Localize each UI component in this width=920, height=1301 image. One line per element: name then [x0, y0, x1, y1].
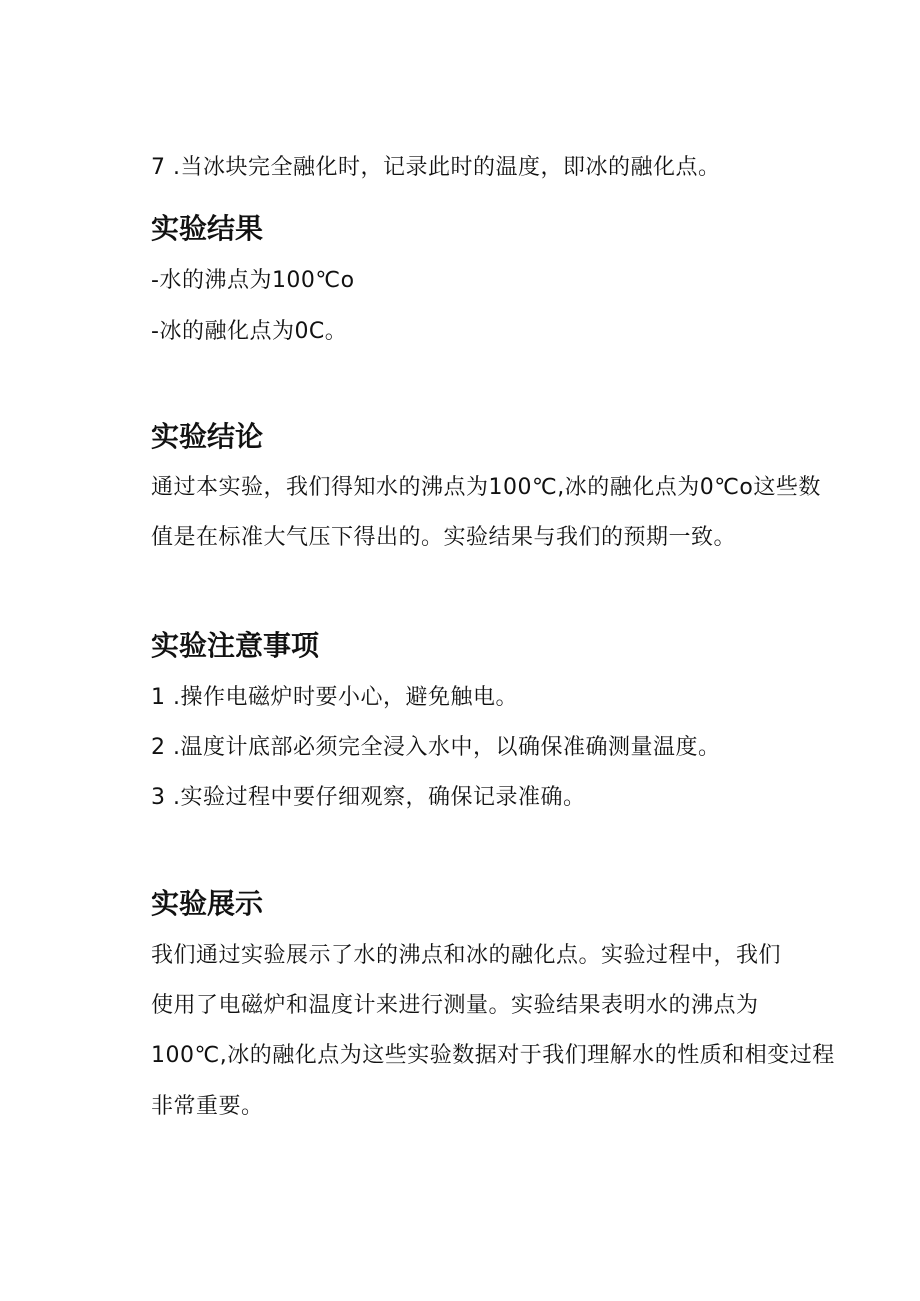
- demo-line-2: 使用了电磁炉和温度计来进行测量。实验结果表明水的沸点为: [151, 993, 759, 1018]
- notes-item-2: 2 .温度计底部必须完全浸入水中，以确保准确测量温度。: [151, 735, 721, 760]
- demo-line-4: 非常重要。: [151, 1094, 264, 1119]
- notes-heading: 实验注意事项: [151, 629, 320, 662]
- demo-line-1: 我们通过实验展示了水的沸点和冰的融化点。实验过程中，我们: [151, 943, 782, 968]
- demo-heading: 实验展示: [151, 887, 264, 920]
- conclusion-line-2: 值是在标准大气压下得出的。实验结果与我们的预期一致。: [151, 525, 737, 550]
- procedure-step-7: 7 .当冰块完全融化时，记录此时的温度，即冰的融化点。: [151, 155, 721, 180]
- demo-line-3: 100℃,冰的融化点为这些实验数据对于我们理解水的性质和相变过程: [151, 1043, 835, 1068]
- notes-item-3: 3 .实验过程中要仔细观察，确保记录准确。: [151, 785, 586, 810]
- results-item-melting: -冰的融化点为0C。: [151, 319, 348, 344]
- results-heading: 实验结果: [151, 212, 264, 245]
- conclusion-heading: 实验结论: [151, 420, 264, 453]
- results-item-boiling: -水的沸点为100℃o: [151, 268, 355, 293]
- conclusion-line-1: 通过本实验，我们得知水的沸点为100℃,冰的融化点为0℃o这些数: [151, 475, 821, 500]
- notes-item-1: 1 .操作电磁炉时要小心，避免触电。: [151, 685, 518, 710]
